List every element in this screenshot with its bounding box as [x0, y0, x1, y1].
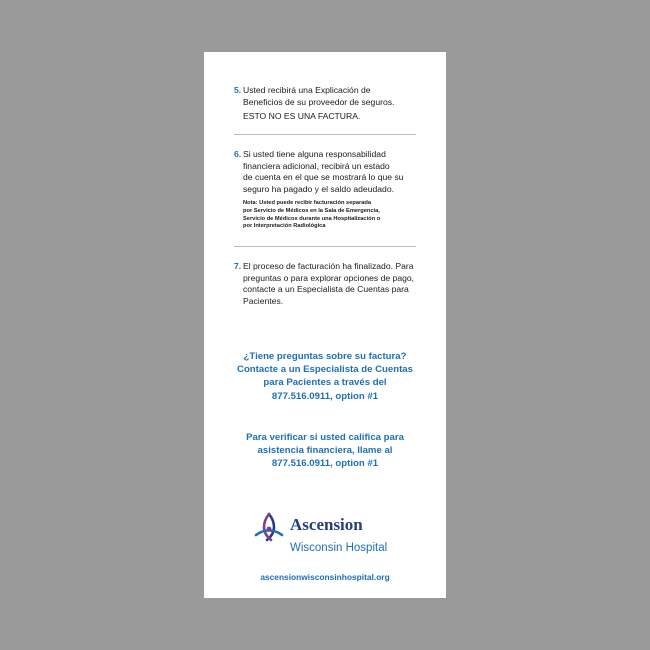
step-number: 5. [234, 85, 242, 95]
ascension-trinity-icon [252, 511, 286, 545]
contact-line: asistencia financiera, llame al [257, 445, 393, 457]
note-line: Servicio de Médicos durante una Hospitalización o [243, 215, 381, 222]
step-line: preguntas o para explorar opciones de pago, [243, 272, 415, 283]
brochure-page [204, 52, 446, 598]
note-line: Nota: Usted puede recibir facturación separada [243, 200, 372, 207]
contact-line: para Pacientes a través del [263, 377, 387, 389]
contact-line: Contacte a un Especialista de Cuentas [237, 364, 413, 376]
not-a-bill-notice: ESTO NO ES UNA FACTURA. [243, 111, 361, 122]
financial-assistance-block [218, 431, 432, 471]
step-text [234, 261, 420, 307]
phone-number: 877.516.0911, option #1 [271, 458, 379, 470]
contact-line: ¿Tiene preguntas sobre su factura? [243, 351, 407, 362]
contact-line: Para verificar si usted califica para [246, 432, 404, 443]
step-line: Si usted tiene alguna responsabilidad [243, 149, 386, 159]
questions-contact-block [218, 350, 432, 403]
divider [234, 246, 416, 247]
step-line: de cuenta en el que se mostrará lo que su [243, 172, 404, 183]
step-number: 7. [234, 261, 242, 271]
step-line: Beneficios de su proveedor de seguros. [243, 96, 395, 107]
note-line: por Interpretación Radiológica [243, 223, 326, 230]
phone-number: 877.516.0911, option #1 [271, 390, 379, 402]
step-6 [234, 149, 424, 231]
step-5 [234, 85, 424, 123]
ascension-logo [252, 511, 412, 561]
divider [234, 134, 416, 135]
step-line: contacte a un Especialista de Cuentas para [243, 284, 409, 295]
billing-note [234, 200, 424, 230]
step-line: El proceso de facturación ha finalizado. Para [243, 261, 414, 271]
step-text [234, 85, 424, 123]
step-line: Pacientes. [243, 295, 284, 306]
step-line: financiera adicional, recibirá un estado [243, 160, 390, 171]
brand-subtitle: Wisconsin Hospital [290, 542, 388, 554]
step-text [234, 149, 424, 195]
step-number: 6. [234, 149, 242, 159]
brand-name: Ascension [290, 515, 363, 534]
note-line: por Servicio de Médicos en la Sala de Emergencia, [243, 207, 380, 214]
website-link[interactable]: ascensionwisconsinhospital.org [260, 572, 390, 582]
step-line: seguro ha pagado y el saldo adeudado. [243, 183, 394, 194]
step-line: Usted recibirá una Explicación de [243, 85, 371, 95]
step-7 [234, 261, 420, 307]
